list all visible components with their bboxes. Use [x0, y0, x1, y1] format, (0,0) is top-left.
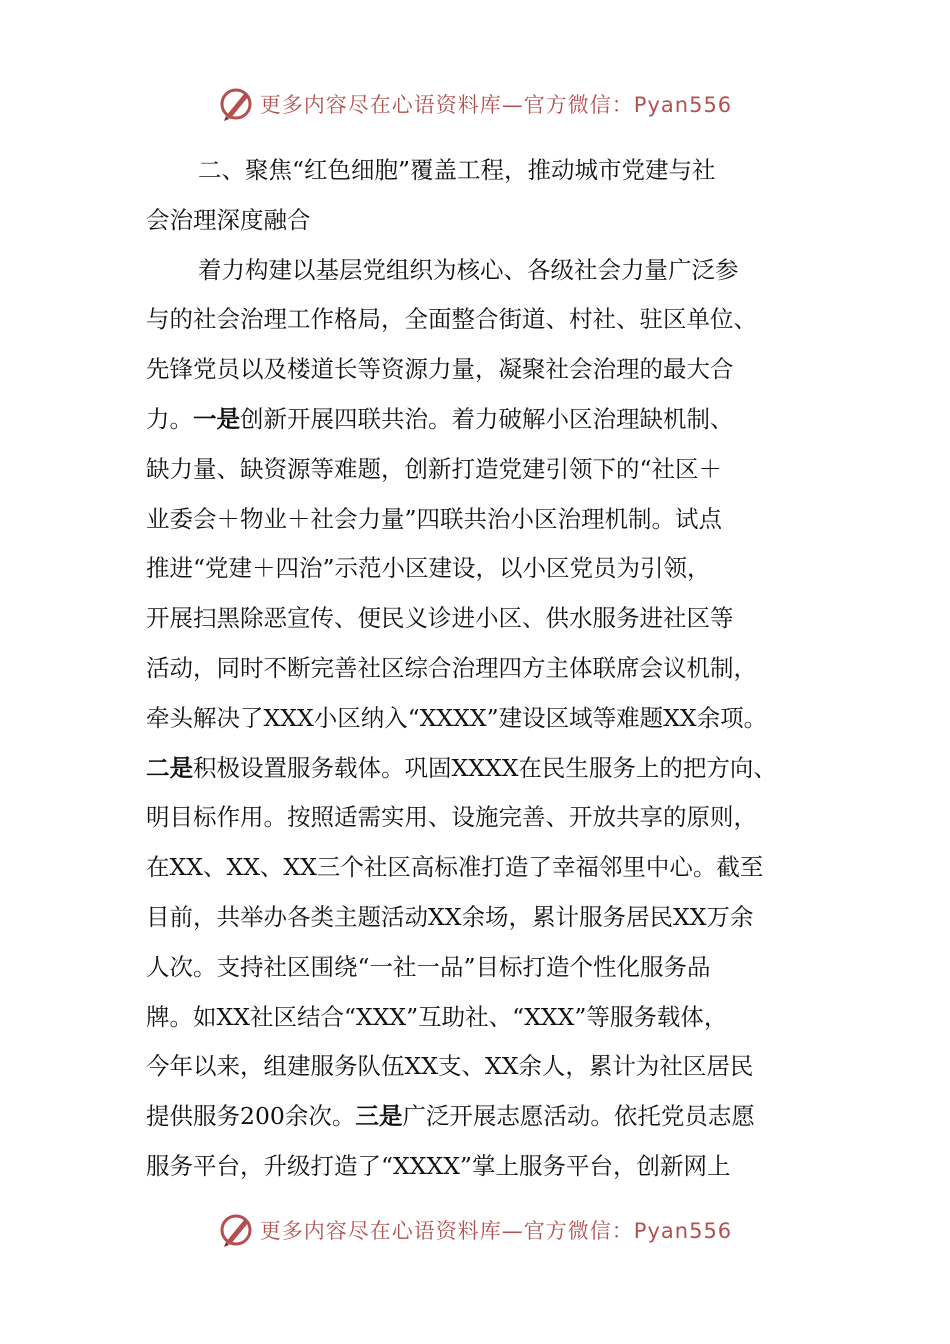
paragraph-line: 今年以来，组建服务队伍XX支、XX余人，累计为社区居民 — [146, 1052, 754, 1081]
bold-marker-second: 二是 — [146, 753, 193, 782]
header-banner — [0, 84, 950, 124]
section-heading-line-2: 会治理深度融合 — [146, 205, 311, 234]
paragraph-line: 目前，共举办各类主题活动XX余场，累计服务居民XX万余 — [146, 902, 754, 931]
paragraph-line: 牌。如XX社区结合“XXX”互助社、“XXX”等服务载体， — [146, 1002, 728, 1031]
paragraph-line: 人次。支持社区围绕“一社一品”目标打造个性化服务品 — [146, 952, 711, 981]
banner-text: 更多内容尽在心语资料库—官方微信：Pyan556 — [259, 93, 733, 117]
paragraph-text: 积极设置服务载体。巩固XXXX在民生服务上的把方向、 — [193, 753, 777, 782]
paragraph-text: 创新开展四联共治。着力破解小区治理缺机制、 — [240, 404, 734, 433]
section-heading-line-1: 二、聚焦“红色细胞”覆盖工程，推动城市党建与社 — [198, 156, 716, 184]
banner-text: 更多内容尽在心语资料库—官方微信：Pyan556 — [259, 1219, 733, 1243]
paragraph-line: 活动，同时不断完善社区综合治理四方主体联席会议机制， — [146, 653, 757, 682]
paragraph-line: 缺力量、缺资源等难题，创新打造党建引领下的“社区＋ — [146, 454, 723, 483]
paragraph-line: 牵头解决了XXX小区纳入“XXXX”建设区域等难题XX余项。 — [146, 703, 768, 732]
paragraph-line: 在XX、XX、XX三个社区高标准打造了幸福邻里中心。截至 — [146, 853, 764, 882]
paragraph-line: 服务平台，升级打造了“XXXX”掌上服务平台，创新网上 — [146, 1151, 731, 1180]
paragraph-text: 提供服务200余次。 — [146, 1102, 356, 1131]
paragraph-line — [146, 1092, 810, 1142]
pen-circle-logo-icon — [218, 1212, 254, 1248]
pen-circle-logo-icon — [218, 86, 254, 122]
paragraph-text: 力。 — [146, 404, 193, 433]
paragraph-line — [146, 395, 810, 445]
paragraph-line: 着力构建以基层党组织为核心、各级社会力量广泛参 — [198, 255, 739, 284]
bold-marker-third: 三是 — [355, 1102, 403, 1131]
bold-marker-first: 一是 — [193, 404, 240, 433]
footer-banner — [0, 1210, 950, 1250]
paragraph-line: 明目标作用。按照适需实用、设施完善、开放共享的原则， — [146, 803, 757, 832]
paragraph-line: 与的社会治理工作格局，全面整合街道、村社、驻区单位、 — [146, 305, 757, 334]
document-body — [146, 146, 810, 1192]
paragraph-line: 先锋党员以及楼道长等资源力量，凝聚社会治理的最大合 — [146, 355, 734, 384]
paragraph-text: 广泛开展志愿活动。依托党员志愿 — [402, 1102, 755, 1131]
paragraph-line: 推进“党建＋四治”示范小区建设，以小区党员为引领， — [146, 554, 711, 583]
paragraph-line: 开展扫黑除恶宣传、便民义诊进小区、供水服务进社区等 — [146, 604, 734, 633]
paragraph-line — [146, 744, 810, 794]
paragraph-line: 业委会＋物业＋社会力量”四联共治小区治理机制。试点 — [146, 504, 723, 533]
